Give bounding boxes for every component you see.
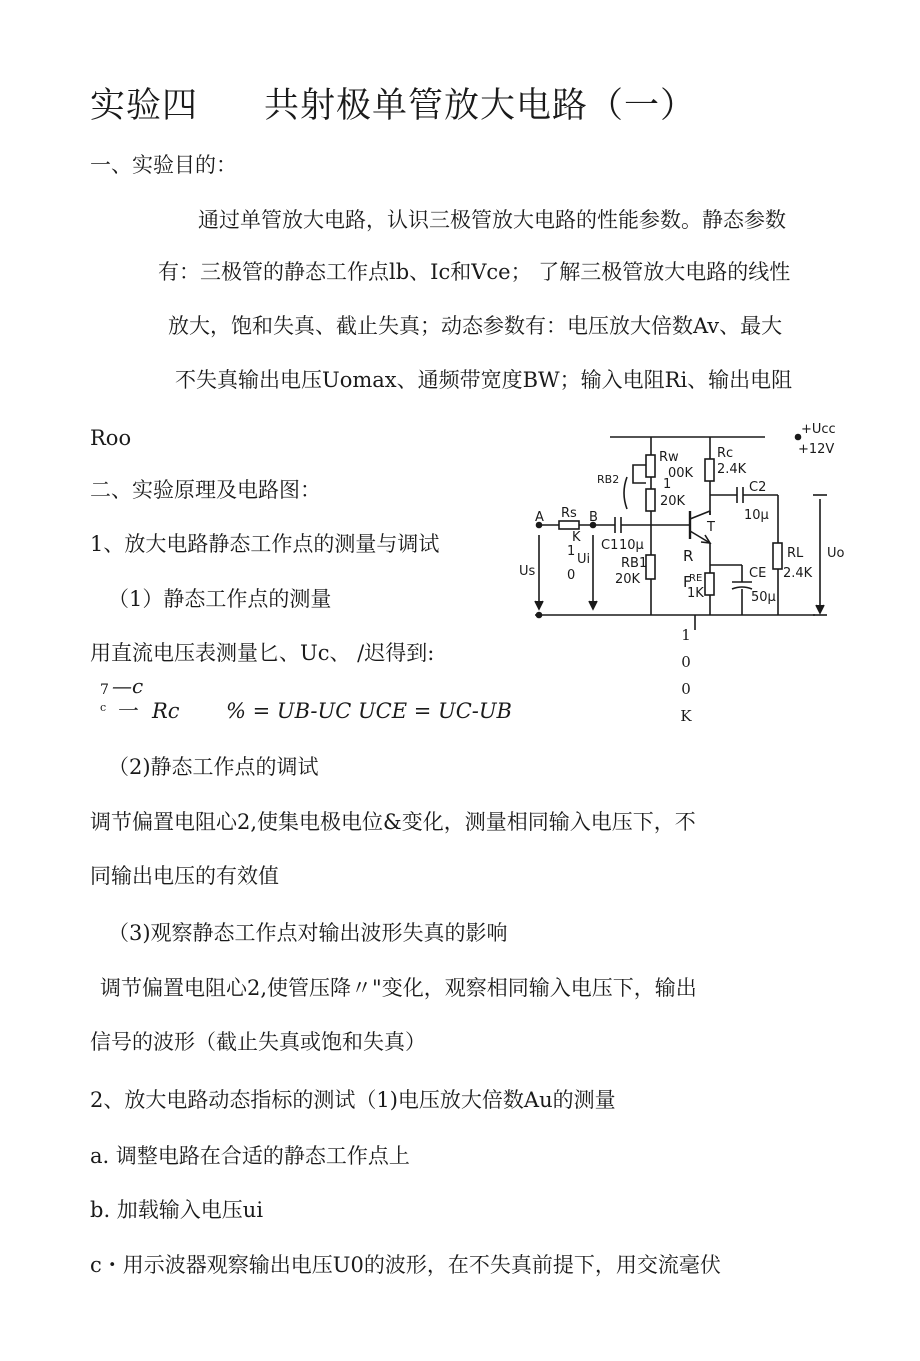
c2-label: C2 — [749, 480, 767, 495]
rw-value: 00K — [668, 466, 694, 481]
rw-resistor — [646, 455, 655, 477]
rl-resistor — [773, 543, 782, 569]
rb2-label: RB2 — [597, 473, 620, 486]
distortion-line-1: 调节偏置电阻心2,使管压降〃"变化，观察相同输入电压下，输出 — [100, 976, 697, 1000]
re-value: 1K — [687, 586, 704, 601]
amplifier-circuit-diagram — [515, 415, 845, 640]
rs-resistor — [559, 521, 579, 529]
rc-value: 2.4K — [717, 462, 747, 477]
rb1-resistor — [646, 555, 655, 579]
sub-3-heading: （3)观察静态工作点对输出波形失真的影响 — [108, 921, 508, 945]
formula-rc: Rc — [152, 699, 180, 723]
rl-label: RL — [787, 546, 804, 561]
re-resistor — [705, 573, 714, 595]
formula-voltages: % = UB-UC UCE = UC-UB — [226, 699, 512, 723]
rb2-resistor — [646, 489, 655, 511]
fraction-dash: 一 — [118, 699, 139, 723]
rb2-value: 20K — [660, 494, 686, 509]
rb1-label: RB1 — [621, 556, 648, 571]
c1-label: C1 — [601, 538, 619, 553]
step-a: a. 调整电路在合适的静态工作点上 — [90, 1144, 410, 1168]
ucc-label: +Ucc — [801, 422, 836, 437]
rb1-value: 20K — [615, 572, 641, 587]
distortion-line-2: 信号的波形（截止失真或饱和失真） — [90, 1030, 426, 1054]
ui-zero: 0 — [567, 568, 576, 583]
purpose-line-3: 放大，饱和失真、截止失真；动态参数有：电压放大倍数Av、最大 — [168, 314, 783, 338]
vertical-label-char-2: 0 — [681, 653, 691, 671]
rc-label: Rc — [717, 446, 734, 461]
ce-label: CE — [749, 566, 767, 581]
r-letter: R — [683, 547, 694, 565]
tuning-line-1: 调节偏置电阻心2,使集电极电位&变化，测量相同输入电压下，不 — [90, 810, 696, 834]
rs-one: 1 — [567, 544, 576, 559]
tuning-line-2: 同输出电压的有效值 — [90, 864, 279, 888]
ui-label: Ui — [577, 552, 591, 567]
node-b-label: B — [589, 510, 598, 525]
us-label: Us — [519, 564, 536, 579]
ucc-terminal — [796, 435, 801, 440]
purpose-line-5: Roo — [90, 426, 132, 450]
ce-value: 50μ — [751, 590, 776, 605]
transistor-label: T — [707, 520, 715, 535]
ce-plate-b — [732, 587, 752, 589]
fraction-top-c: —c — [112, 674, 144, 698]
step-c: c・用示波器观察输出电压U0的波形，在不失真前提下，用交流毫伏 — [90, 1253, 721, 1277]
step-b: b. 加载输入电压ui — [90, 1198, 264, 1222]
rw-value-one: 1 — [663, 477, 672, 492]
item-2-heading: 2、放大电路动态指标的测试（1)电压放大倍数Au的测量 — [90, 1088, 616, 1112]
c1-value: 10μ — [619, 538, 644, 553]
node-a-label: A — [535, 510, 544, 525]
rl-value: 2.4K — [783, 566, 813, 581]
vertical-label-char-4: K — [680, 707, 692, 725]
purpose-line-4: 不失真输出电压Uomax、通频带宽度BW；输入电阻Ri、输出电阻 — [175, 368, 793, 392]
c2-value: 10μ — [744, 508, 769, 523]
uo-label: Uo — [827, 546, 845, 561]
sub-2-heading: （2)静态工作点的调试 — [108, 755, 319, 779]
fraction-top-number: 7 — [100, 682, 109, 698]
section-heading-purpose: 一、实验目的： — [90, 153, 237, 177]
measure-line: 用直流电压表测量匕、Uc、 /迟得到: — [90, 641, 435, 665]
page-title: 共射极单管放大电路（一） — [264, 86, 697, 126]
rw-label: Rw — [659, 450, 679, 465]
rw-wiper — [633, 465, 646, 483]
rb2-brace — [624, 477, 627, 509]
sub-1-heading: （1）静态工作点的测量 — [108, 587, 332, 611]
f-letter: F — [683, 573, 692, 591]
section-heading-principle: 二、实验原理及电路图： — [90, 478, 321, 502]
re-label: RE — [689, 573, 703, 584]
purpose-line-2: 有：三极管的静态工作点lb、Ic和Vce； 了解三极管放大电路的线性 — [158, 260, 791, 284]
ucc-value: +12V — [798, 442, 835, 457]
purpose-line-1: 通过单管放大电路，认识三极管放大电路的性能参数。静态参数 — [198, 208, 786, 232]
rs-k: K — [572, 530, 581, 545]
page-title-number: 实验四 — [90, 86, 199, 126]
rs-label: Rs — [561, 506, 577, 521]
vertical-label-char-3: 0 — [681, 680, 691, 698]
vertical-label-char-1: 1 — [681, 626, 691, 644]
item-1-heading: 1、放大电路静态工作点的测量与调试 — [90, 532, 440, 556]
fraction-left-c: c — [100, 701, 107, 714]
rc-resistor — [705, 459, 714, 481]
